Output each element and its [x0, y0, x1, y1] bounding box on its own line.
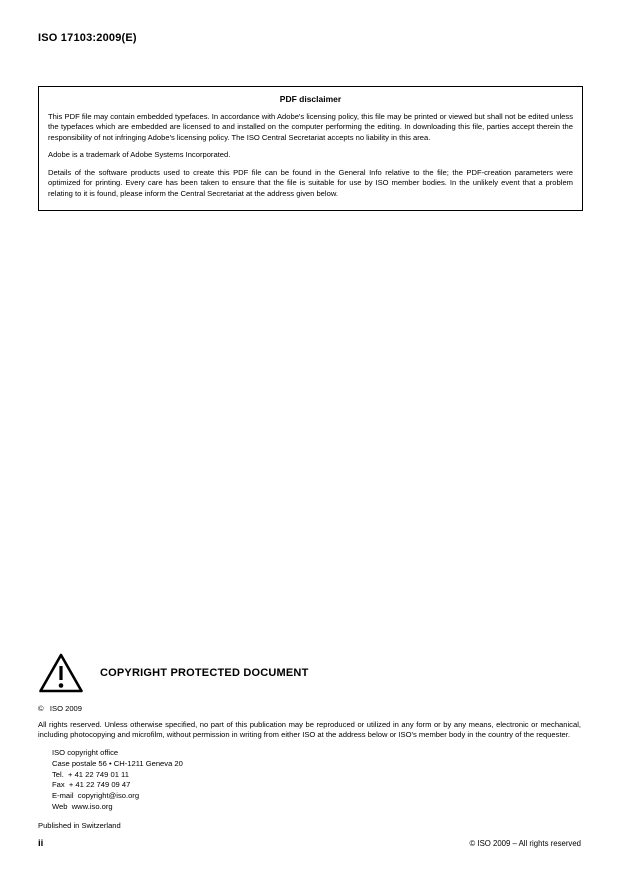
disclaimer-paragraph-2: Adobe is a trademark of Adobe Systems Incorporated.: [48, 150, 231, 160]
copyright-section: [38, 652, 581, 830]
address-line-tel: Tel. + 41 22 749 01 11: [52, 769, 129, 779]
address-line-email: E-mail copyright@iso.org: [52, 791, 140, 801]
address-line-fax: Fax + 41 22 749 09 47: [52, 780, 131, 790]
page-number: ii: [38, 838, 44, 849]
pdf-disclaimer-box: [38, 86, 583, 211]
published-in-line: Published in Switzerland: [38, 820, 121, 830]
copyright-heading: COPYRIGHT PROTECTED DOCUMENT: [100, 667, 309, 679]
disclaimer-paragraph-3: Details of the software products used to create this PDF file can be found in the General Info relative to the file; the PDF-creation parameters were optimized for printing. Every care has been taken to ensure that the file is suitable for use by ISO member bodies. In the unlikely event that a problem relating to it is found, please inform the Central Secretariat at the address given below.: [48, 167, 573, 198]
document-reference: ISO 17103:2009(E): [38, 32, 137, 44]
warning-triangle-icon: [38, 652, 84, 694]
disclaimer-title: PDF disclaimer: [279, 94, 342, 104]
iso-address-block: [52, 748, 581, 813]
address-line-office: ISO copyright office: [52, 747, 119, 757]
footer-rights-notice: © ISO 2009 – All rights reserved: [469, 839, 581, 848]
page-footer: [38, 838, 581, 849]
address-line-web: Web www.iso.org: [52, 801, 113, 811]
address-line-postal: Case postale 56 • CH-1211 Geneva 20: [52, 758, 183, 768]
rights-reserved-text: All rights reserved. Unless otherwise specified, no part of this publication may be reproduced or utilized in any form or by any means, electronic or mechanical, including photocopying and microfilm, without permission in writing from either ISO at the address below or ISO's member body in the country of the requester.: [38, 720, 581, 740]
copyright-year-line: © ISO 2009: [38, 704, 83, 713]
copyright-header-row: [38, 652, 581, 694]
disclaimer-paragraph-1: This PDF file may contain embedded typefaces. In accordance with Adobe's licensing policy, this file may be printed or viewed but shall not be edited unless the typefaces which are embedded are licensed to and installed on the computer performing the editing. In downloading this file, parties accept therein the responsibility of not infringing Adobe's licensing policy. The ISO Central Secretariat accepts no liability in this area.: [48, 112, 573, 142]
